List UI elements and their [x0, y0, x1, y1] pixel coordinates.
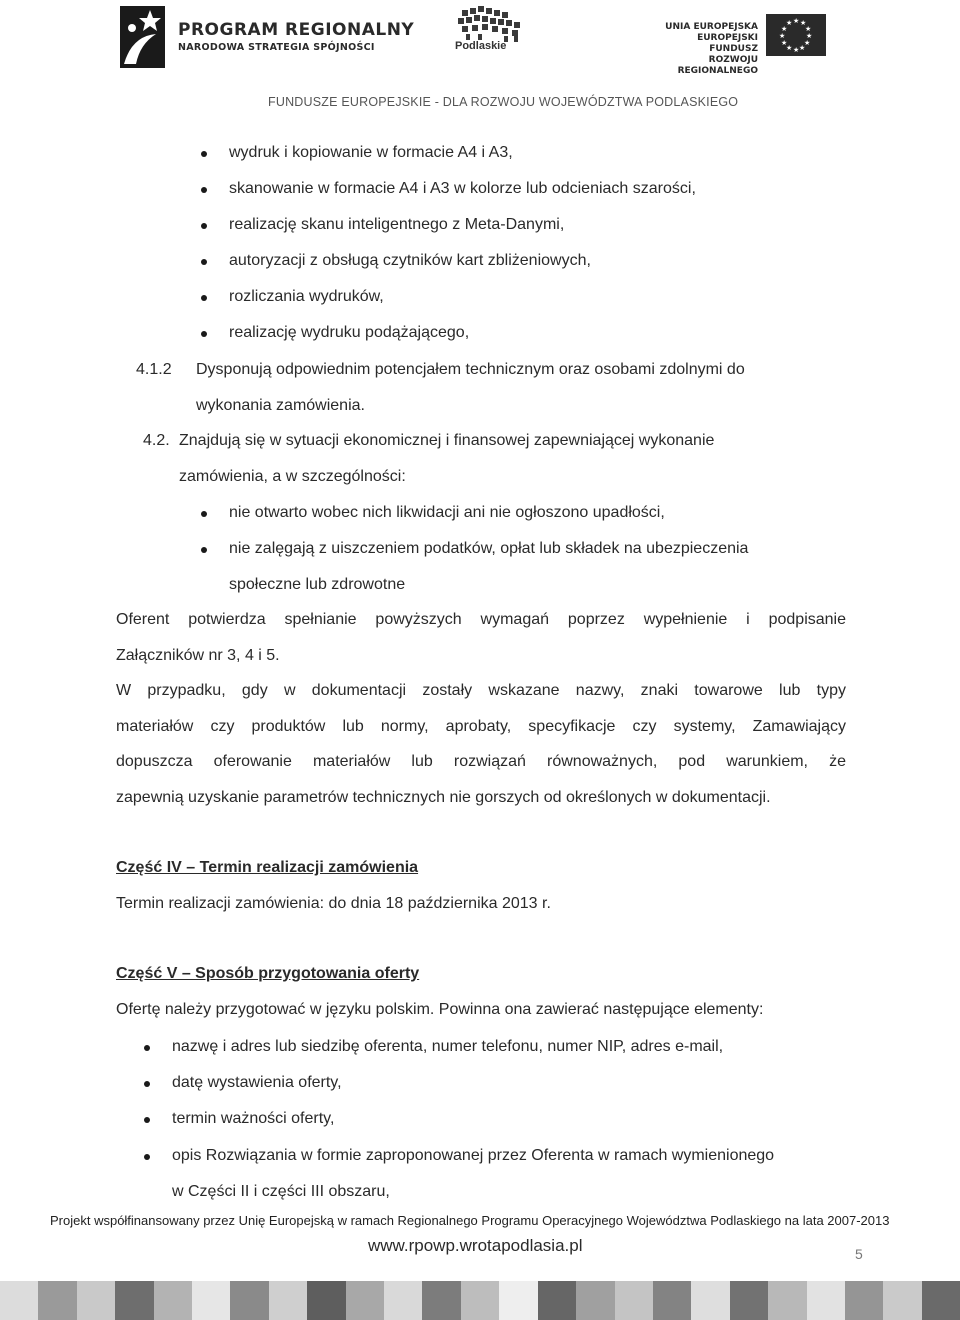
- list-item: rozliczania wydruków,: [229, 288, 384, 305]
- strip-segment: [730, 1281, 768, 1320]
- bullet-icon: [201, 547, 207, 553]
- strip-segment: [461, 1281, 499, 1320]
- strip-segment: [883, 1281, 921, 1320]
- decorative-color-strip: [0, 1281, 960, 1320]
- strip-segment: [346, 1281, 384, 1320]
- eu-line-1: UNIA EUROPEJSKA: [665, 22, 758, 32]
- section-text: Ofertę należy przygotować w języku polskim. Powinna ona zawierać następujące elementy:: [116, 1001, 764, 1018]
- bullet-icon: [201, 331, 207, 337]
- strip-segment: [615, 1281, 653, 1320]
- strip-segment: [384, 1281, 422, 1320]
- eu-fund-label: [654, 22, 758, 77]
- strip-segment: [807, 1281, 845, 1320]
- list-item: termin ważności oferty,: [172, 1110, 335, 1127]
- item-text: wykonania zamówienia.: [196, 397, 365, 414]
- paragraph-line: Oferent potwierdza spełnianie powyższych wymagań poprzez wypełnienie i podpisanie: [116, 611, 846, 628]
- funds-tagline: FUNDUSZE EUROPEJSKIE - DLA ROZWOJU WOJEWÓDZTWA PODLASKIEGO: [268, 95, 739, 109]
- svg-text:★: ★: [786, 19, 793, 27]
- strip-segment: [691, 1281, 729, 1320]
- svg-text:★: ★: [793, 46, 800, 54]
- bullet-icon: [201, 223, 207, 229]
- program-regionalny-logo: [120, 6, 165, 68]
- eu-line-3: ROZWOJU REGIONALNEGO: [677, 55, 758, 76]
- list-item: skanowanie w formacie A4 i A3 w kolorze lub odcieniach szarości,: [229, 180, 696, 197]
- page-number: 5: [855, 1246, 863, 1262]
- strip-segment: [653, 1281, 691, 1320]
- paragraph-line: Załączników nr 3, 4 i 5.: [116, 647, 280, 664]
- svg-text:★: ★: [779, 32, 786, 40]
- svg-text:★: ★: [799, 44, 806, 52]
- eu-flag-icon: [766, 14, 826, 56]
- strip-segment: [115, 1281, 153, 1320]
- list-item: nie zalęgają z uiszczeniem podatków, opłat lub składek na ubezpieczenia: [229, 540, 749, 557]
- bullet-icon: [201, 187, 207, 193]
- paragraph-line: dopuszcza oferowanie materiałów lub rozwiązań równoważnych, pod warunkiem, że: [116, 753, 846, 770]
- list-item: realizację wydruku podążającego,: [229, 324, 470, 341]
- strip-segment: [0, 1281, 38, 1320]
- bullet-icon: [201, 295, 207, 301]
- section-heading: Część IV – Termin realizacji zamówienia: [116, 859, 419, 876]
- strip-segment: [845, 1281, 883, 1320]
- strip-segment: [230, 1281, 268, 1320]
- item-number: 4.2.: [143, 432, 170, 449]
- svg-text:★: ★: [781, 25, 788, 33]
- list-item: datę wystawienia oferty,: [172, 1074, 342, 1091]
- region-label: Podlaskie: [455, 40, 507, 52]
- strip-segment: [538, 1281, 576, 1320]
- program-title: PROGRAM REGIONALNY: [178, 20, 415, 40]
- svg-text:★: ★: [786, 44, 793, 52]
- strip-segment: [77, 1281, 115, 1320]
- bullet-icon: [144, 1081, 150, 1087]
- bullet-icon: [201, 259, 207, 265]
- section-heading: Część V – Sposób przygotowania oferty: [116, 965, 420, 982]
- paragraph-line: W przypadku, gdy w dokumentacji zostały wskazane nazwy, znaki towarowe lub typy: [116, 682, 846, 699]
- section-text: Termin realizacji zamówienia: do dnia 18 października 2013 r.: [116, 895, 551, 912]
- item-text: Znajdują się w sytuacji ekonomicznej i finansowej zapewniającej wykonanie: [179, 432, 715, 449]
- strip-segment: [269, 1281, 307, 1320]
- list-item: opis Rozwiązania w formie zaproponowanej przez Oferenta w ramach wymienionego: [172, 1147, 775, 1164]
- project-footer: Projekt współfinansowany przez Unię Europejską w ramach Regionalnego Programu Operacyjnego Województwa Podlaskiego na lata 2007-2013: [50, 1213, 890, 1228]
- bullet-icon: [144, 1154, 150, 1160]
- list-item-continuation: społeczne lub zdrowotne: [229, 576, 406, 593]
- svg-text:★: ★: [793, 17, 800, 25]
- svg-text:★: ★: [804, 39, 811, 47]
- strip-segment: [922, 1281, 960, 1320]
- item-number: 4.1.2: [136, 361, 172, 378]
- website-link[interactable]: www.rpowp.wrotapodlasia.pl: [368, 1236, 583, 1255]
- list-item: nie otwarto wobec nich likwidacji ani nie ogłoszono upadłości,: [229, 504, 665, 521]
- paragraph-line: zapewnią uzyskanie parametrów technicznych nie gorszych od określonych w dokumentacji.: [116, 789, 771, 806]
- bullet-icon: [201, 151, 207, 157]
- strip-segment: [154, 1281, 192, 1320]
- list-item-continuation: w Części II i części III obszaru,: [172, 1183, 390, 1200]
- bullet-icon: [144, 1045, 150, 1051]
- paragraph-line: materiałów czy produktów lub normy, aprobaty, specyfikacje czy systemy, Zamawiający: [116, 718, 846, 735]
- program-subtitle: NARODOWA STRATEGIA SPÓJNOŚCI: [178, 42, 375, 53]
- strip-segment: [38, 1281, 76, 1320]
- list-item: realizację skanu inteligentnego z Meta-Danymi,: [229, 216, 565, 233]
- svg-text:★: ★: [805, 25, 812, 33]
- svg-text:★: ★: [781, 39, 788, 47]
- list-item: wydruk i kopiowanie w formacie A4 i A3,: [229, 144, 513, 161]
- strip-segment: [499, 1281, 537, 1320]
- list-item: nazwę i adres lub siedzibę oferenta, numer telefonu, numer NIP, adres e-mail,: [172, 1038, 724, 1055]
- eu-line-2: EUROPEJSKI FUNDUSZ: [697, 33, 758, 54]
- list-item: autoryzacji z obsługą czytników kart zbliżeniowych,: [229, 252, 591, 269]
- svg-text:★: ★: [806, 32, 813, 40]
- strip-segment: [422, 1281, 460, 1320]
- strip-segment: [307, 1281, 345, 1320]
- item-text: zamówienia, a w szczególności:: [179, 468, 406, 485]
- bullet-icon: [201, 511, 207, 517]
- svg-text:★: ★: [800, 19, 807, 27]
- bullet-icon: [144, 1117, 150, 1123]
- strip-segment: [768, 1281, 806, 1320]
- strip-segment: [576, 1281, 614, 1320]
- strip-segment: [192, 1281, 230, 1320]
- item-text: Dysponują odpowiednim potencjałem technicznym oraz osobami zdolnymi do: [196, 361, 745, 378]
